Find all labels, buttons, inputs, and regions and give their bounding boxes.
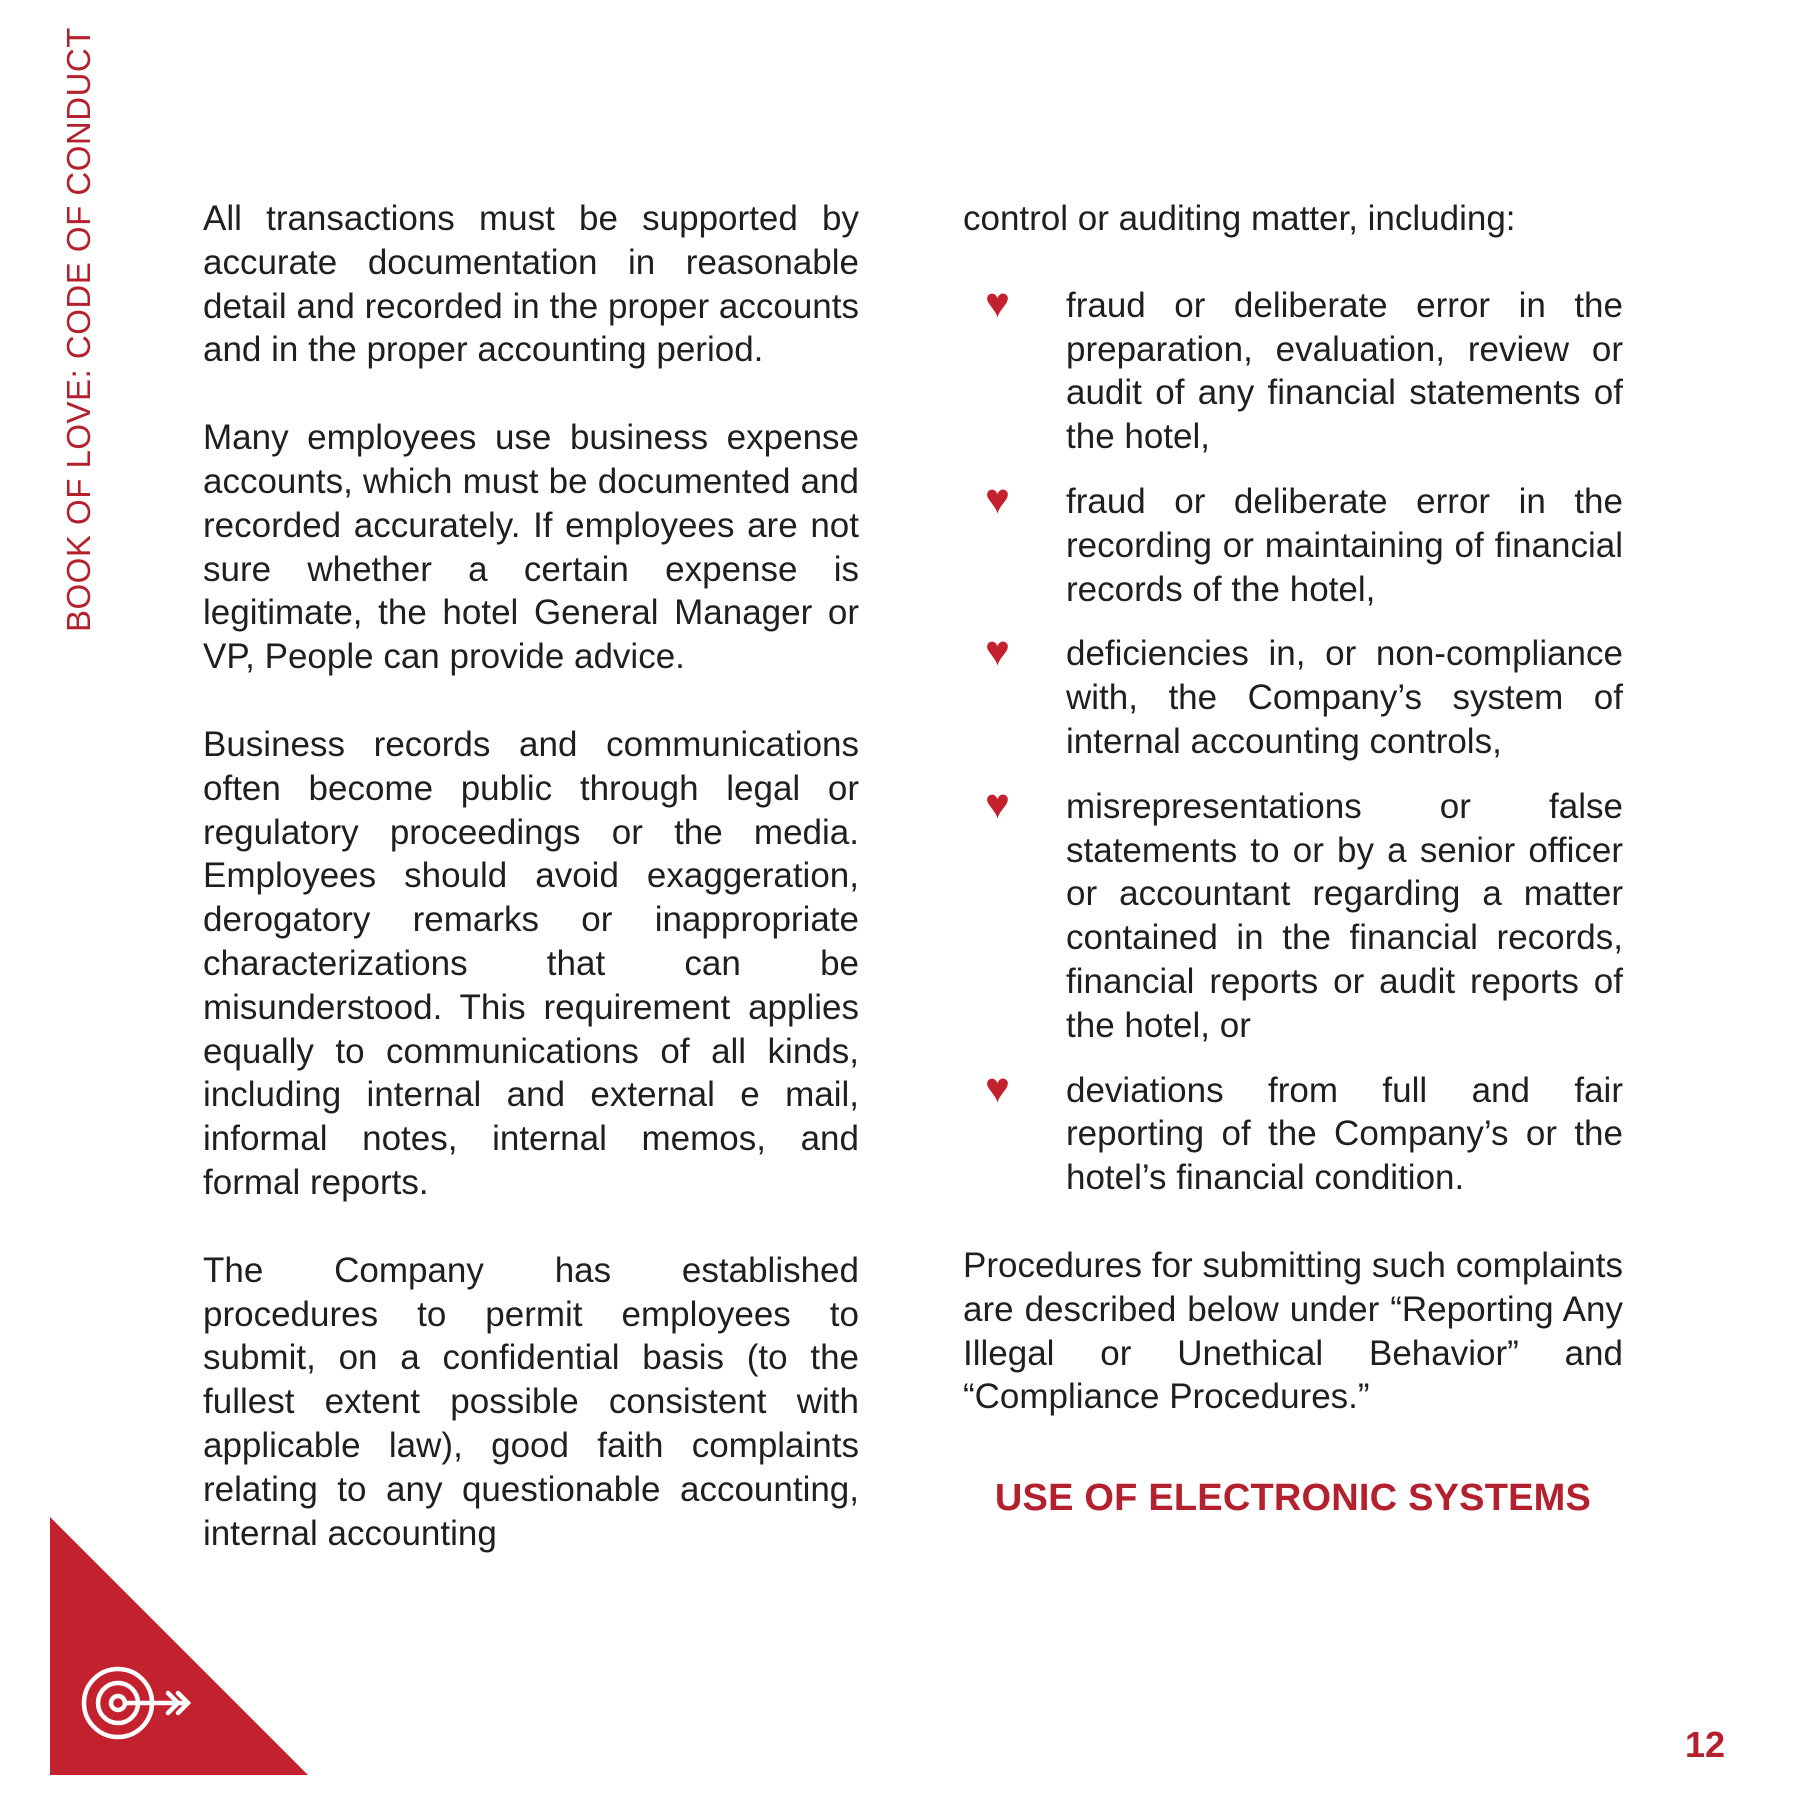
page-number: 12: [1684, 1724, 1725, 1765]
list-item-text: deviations from full and fair reporting of the Company’s or the hotel’s financial condition.: [1066, 1070, 1623, 1198]
paragraph-complaint-procedures: The Company has established procedures to permit employees to submit, on a confidential basis (to the fullest extent possible consistent with applicable law), good faith complaints relating to any questionable accounting, internal accounting: [203, 1250, 859, 1553]
list-item-text: fraud or deliberate error in the preparation, evaluation, review or audit of any financial statements of the hotel,: [1066, 285, 1623, 457]
list-item-text: fraud or deliberate error in the recording or maintaining of financial records of the hotel,: [1066, 481, 1623, 609]
heart-icon: ♥: [985, 627, 1010, 675]
paragraph-business-records: Business records and communications often become public through legal or regulatory proceedings or the media. Employees should avoid exaggeration, derogatory remarks or inappropriate characterizations that can be misunderstood. This requirement applies equally to communications of all kinds, including internal and external e mail, informal notes, internal memos, and formal reports.: [203, 724, 859, 1202]
list-item-text: deficiencies in, or non-compliance with, the Company’s system of internal accounting controls,: [1066, 634, 1623, 761]
paragraph-transactions: All transactions must be supported by accurate documentation in reasonable detail and recorded in the proper accounts and in the proper accounting period.: [203, 199, 859, 370]
heart-icon: ♥: [985, 779, 1010, 827]
list-item: [963, 779, 1623, 1048]
list-item: [963, 278, 1623, 459]
list-item: [963, 627, 1623, 763]
paragraph-expense-accounts: Many employees use business expense accounts, which must be documented and recorded accurately. If employees are not sure whether a certain expense is legitimate, the hotel General Manager or VP, People can provide advice.: [203, 418, 859, 677]
corner-decoration: [50, 1517, 308, 1775]
heart-icon: ♥: [985, 1063, 1010, 1111]
bullet-list: [963, 278, 1623, 1200]
corner-triangle: [50, 1517, 308, 1775]
list-item-text: misrepresentations or false statements to or by a senior officer or accountant regarding a matter contained in the financial records, financial reports or audit reports of the hotel, or: [1066, 786, 1623, 1045]
side-title: BOOK OF LOVE: CODE OF CONDUCT: [60, 27, 97, 632]
paragraph-procedures: Procedures for submitting such complaints are described below under “Reporting Any Illegal or Unethical Behavior” and “Compliance Procedures.”: [963, 1245, 1623, 1417]
heart-icon: ♥: [985, 474, 1010, 522]
section-heading: USE OF ELECTRONIC SYSTEMS: [994, 1477, 1592, 1520]
heart-icon: ♥: [985, 278, 1010, 326]
right-column: [963, 197, 1623, 1521]
list-item: [963, 474, 1623, 611]
bullet-intro: control or auditing matter, including:: [963, 199, 1516, 238]
left-column: [203, 197, 859, 1555]
list-item: [963, 1063, 1623, 1200]
